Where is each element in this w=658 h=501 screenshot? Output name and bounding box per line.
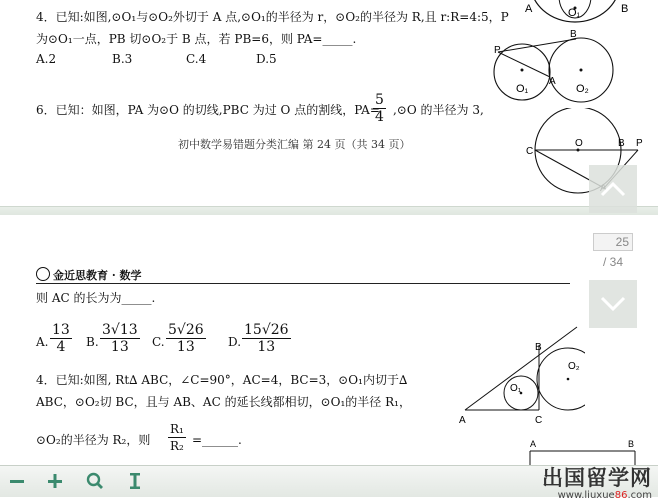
url-prefix: www.liuxue: [557, 490, 615, 501]
fraction-denominator: 13: [176, 339, 195, 355]
figure-label: O: [575, 138, 583, 149]
question-4-line-2: 为⊙O₁一点，PB 切⊙O₂于 B 点，若 PB=6，则 PA=_____.: [36, 32, 357, 46]
fraction-denominator: 4: [375, 109, 384, 125]
option-a-fraction: [50, 322, 72, 355]
figure-label: O₁: [516, 83, 529, 95]
question-6-prefix: 6．已知：如图，PA 为⊙O 的切线,PBC 为过 O 点的割线，PA=: [36, 103, 380, 117]
ratio-fraction: [168, 421, 186, 454]
figure-bottom-partial: [525, 437, 645, 465]
figure-two-circles: [490, 22, 625, 104]
fraction-numerator: 5√26: [168, 322, 204, 338]
question-4-line-2: ABC，⊙O₂切 BC，且与 AB、AC 的延长线都相切，⊙O₁的半径 R₁，: [36, 395, 411, 409]
option-b: B.: [86, 335, 99, 349]
figure-label: B: [618, 138, 625, 149]
question-6-suffix: ,⊙O 的半径为 3,: [393, 103, 484, 117]
document-page-24: [0, 0, 658, 206]
figure-label: C: [535, 415, 543, 425]
fraction-numerator: 13: [52, 322, 70, 338]
option-b: B.3: [112, 52, 133, 66]
current-page-input[interactable]: 25: [593, 233, 633, 251]
figure-label: O₁: [510, 383, 522, 394]
document-page-25: [0, 215, 658, 465]
fraction-numerator: 3√13: [102, 322, 138, 338]
figure-label: O₂: [576, 83, 589, 95]
figure-label: B: [535, 342, 542, 353]
watermark-name: 出国留学网: [542, 466, 652, 490]
figure-label: C: [526, 146, 534, 157]
figure-label: B: [628, 439, 635, 449]
option-d: D.5: [256, 52, 277, 66]
zoom-in-icon: [47, 473, 63, 489]
zoom-in-button[interactable]: [44, 470, 66, 492]
option-d-fraction: [242, 322, 291, 355]
option-d: D.: [228, 335, 242, 349]
fraction-denominator: 13: [110, 339, 129, 355]
site-watermark: [542, 462, 652, 501]
figure-label: P: [636, 138, 643, 149]
page-footer: 初中数学易错题分类汇编 第 24 页（共 34 页）: [178, 138, 411, 151]
figure-label: B: [621, 3, 629, 15]
chevron-up-icon: [600, 181, 626, 197]
header-text: 金近思教育 · 数学: [53, 269, 142, 282]
figure-label: O₂: [568, 361, 580, 372]
figure-label: A: [549, 76, 556, 87]
figure-label: A: [459, 415, 466, 425]
pa-fraction: [373, 92, 386, 125]
figure-label: O₁: [568, 7, 581, 19]
url-suffix: .com: [627, 490, 652, 501]
page-header: [36, 267, 142, 283]
fraction-denominator: 13: [257, 339, 276, 355]
question-6-continued: 则 AC 的长为为_____.: [36, 291, 156, 305]
figure-top-partial: [520, 0, 640, 24]
fraction-numerator: 5: [375, 92, 384, 108]
figure-label: B: [570, 29, 577, 40]
question-4-line-3-suffix: =______.: [192, 433, 242, 447]
figure-label: P: [494, 45, 501, 56]
option-a: A.: [36, 335, 49, 349]
figure-triangle-circles: [455, 325, 585, 425]
total-pages: / 34: [602, 255, 623, 269]
figure-label: A: [525, 3, 533, 15]
previous-page-button[interactable]: [589, 165, 637, 213]
option-c-fraction: [166, 322, 206, 355]
next-page-button[interactable]: [589, 280, 637, 328]
option-b-fraction: [100, 322, 140, 355]
fraction-denominator: 4: [56, 339, 66, 355]
zoom-out-icon: [9, 473, 25, 489]
search-button[interactable]: [84, 470, 106, 492]
question-4-line-3-prefix: ⊙O₂的半径为 R₂，则: [36, 433, 151, 447]
header-rule: [36, 283, 570, 284]
page-indicator: [589, 233, 637, 269]
fraction-numerator: 15√26: [244, 322, 289, 338]
zoom-out-button[interactable]: [6, 470, 28, 492]
fraction-numerator: R₁: [170, 422, 184, 436]
question-4-line-1: 4．已知:如图,⊙O₁与⊙O₂外切于 A 点,⊙O₁的半径为 r，⊙O₂的半径为 R,且 r:R=4:5，P: [36, 10, 509, 24]
text-select-button[interactable]: [124, 470, 146, 492]
figure-label: A: [530, 439, 537, 449]
option-c: C.4: [186, 52, 207, 66]
logo-icon: [36, 267, 50, 281]
question-4-line-1: 4．已知:如图, Rt∆ ABC，∠C=90°，AC=4，BC=3，⊙O₁内切于∆: [36, 373, 408, 387]
fraction-denominator: R₂: [170, 439, 184, 453]
text-cursor-icon: [128, 472, 142, 490]
search-icon: [86, 472, 104, 490]
chevron-down-icon: [600, 296, 626, 312]
url-number: 86: [614, 490, 628, 501]
option-c: C.: [152, 335, 165, 349]
option-a: A.2: [36, 52, 57, 66]
